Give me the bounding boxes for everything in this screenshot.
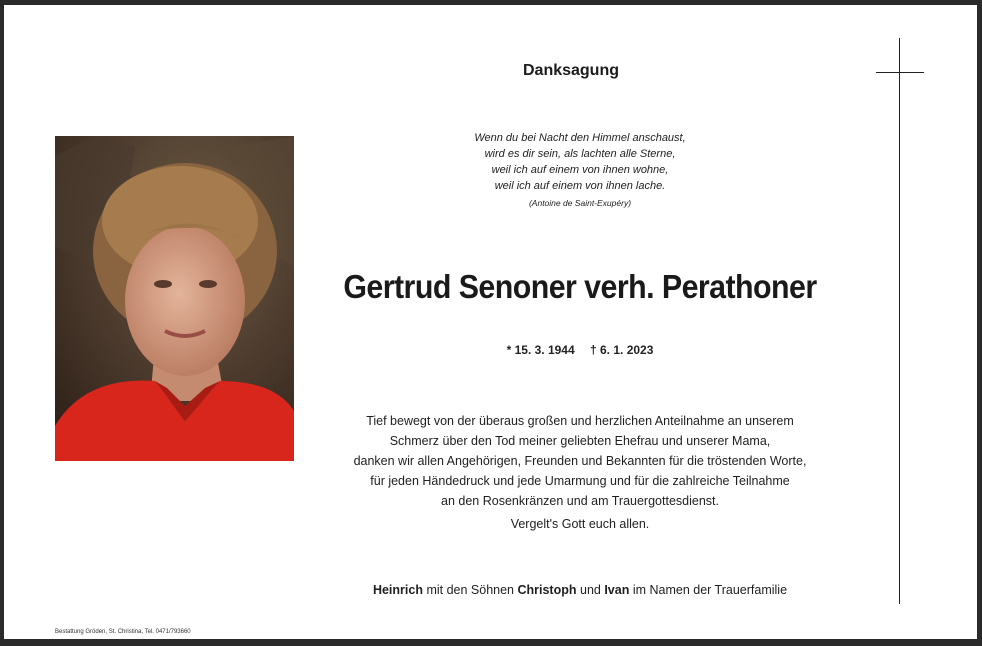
thanks-line: an den Rosenkränzen und am Trauergottesdienst. [441, 494, 719, 508]
cross-horizontal-line [876, 72, 924, 73]
poem-line: weil ich auf einem von ihnen wohne, [491, 164, 669, 176]
death-date: † 6. 1. 2023 [590, 343, 654, 357]
poem-quote [380, 130, 780, 211]
poem-line: wird es dir sein, als lachten alle Sterne, [484, 148, 676, 160]
thanks-line: für jeden Händedruck und jede Umarmung und für die zahlreiche Teilnahme [370, 474, 790, 488]
page-title: Danksagung [522, 62, 619, 79]
signoff-name-heinrich: Heinrich [372, 583, 423, 597]
signoff-name-christoph: Christoph [517, 583, 577, 597]
thanks-line: danken wir allen Angehörigen, Freunden und Bekannten für die tröstenden Worte, [353, 454, 807, 468]
thanks-line: Schmerz über den Tod meiner geliebten Ehefrau und unserer Mama, [389, 434, 771, 448]
portrait-photo [55, 136, 294, 461]
closing-line: Vergelt's Gott euch allen. [510, 517, 650, 531]
thanks-line: Tief bewegt von der überaus großen und herzlichen Anteilnahme an unserem [366, 414, 794, 428]
cross-vertical-line [899, 38, 900, 604]
thanks-text [330, 411, 830, 534]
family-signoff [330, 583, 830, 597]
deceased-name: Gertrud Senoner verh. Perathoner [343, 268, 817, 305]
signoff-name-ivan: Ivan [604, 583, 630, 597]
portrait-image [55, 136, 294, 461]
poem-author: (Antoine de Saint-Exupéry) [528, 198, 632, 208]
funeral-home-footer: Bestattung Gröden, St. Christina, Tel. 0471/793660 [55, 629, 191, 635]
life-dates [380, 343, 780, 357]
signoff-text: mit den Söhnen [422, 583, 518, 597]
signoff-text: und [576, 583, 605, 597]
poem-line: Wenn du bei Nacht den Himmel anschaust, [474, 132, 686, 144]
poem-line: weil ich auf einem von ihnen lache. [494, 180, 666, 192]
birth-date: * 15. 3. 1944 [506, 343, 575, 357]
signoff-text: im Namen der Trauerfamilie [629, 583, 788, 597]
